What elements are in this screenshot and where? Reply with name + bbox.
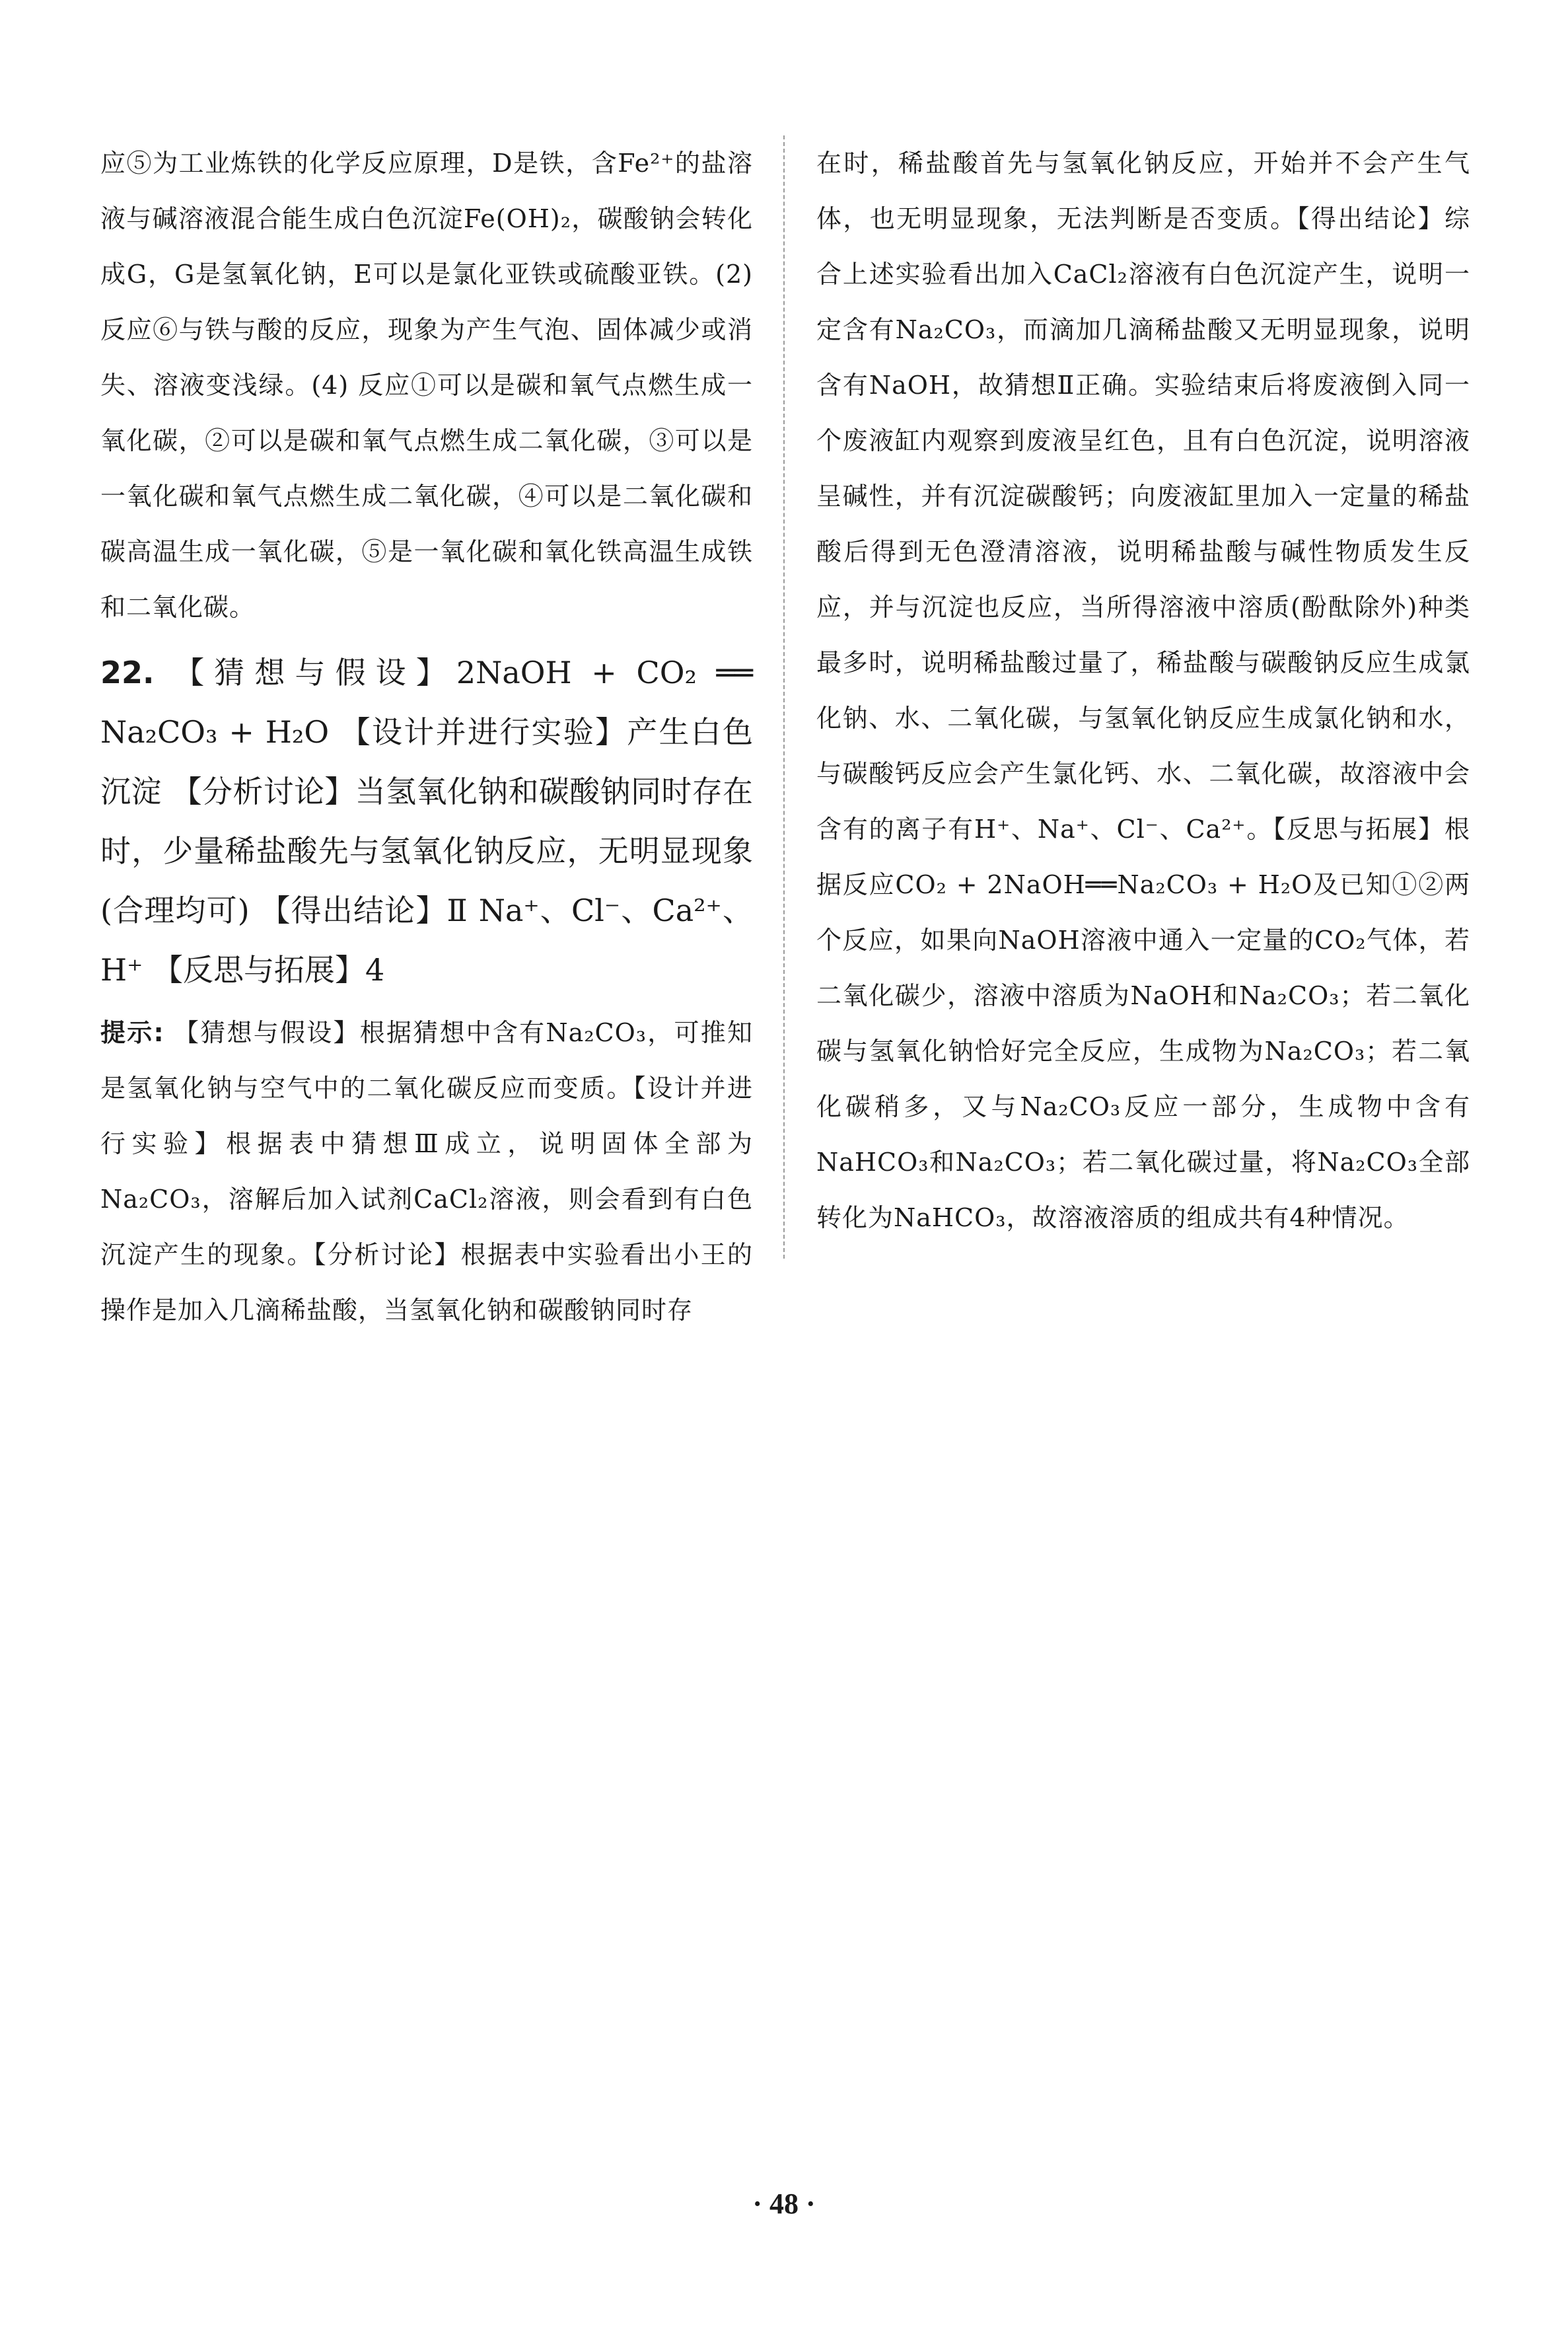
right-column (816, 135, 1470, 1245)
hint-paragraph (100, 1005, 753, 1338)
answer-22 (100, 643, 753, 1000)
answer-text: 【猜想与假设】2NaOH + CO₂ ══ Na₂CO₃ + H₂O 【设计并进行实验】产生白色沉淀 【分析讨论】当氢氧化钠和碳酸钠同时存在时，少量稀盐酸先与氢氧化钠反应，无明显现象(合理均可) 【得出结论】Ⅱ Na⁺、Cl⁻、Ca²⁺、H⁺ 【反思与拓展】4 (100, 655, 754, 988)
hint-label: 提示: (100, 1018, 164, 1047)
question-number: 22. (100, 655, 155, 690)
solution-paragraph-21: 应⑤为工业炼铁的化学反应原理，D是铁，含Fe²⁺的盐溶液与碱溶液混合能生成白色沉淀Fe(OH)₂，碳酸钠会转化成G，G是氢氧化钠，E可以是氯化亚铁或硫酸亚铁。(2) 反应⑥与铁与酸的反应，现象为产生气泡、固体减少或消失、溶液变浅绿。(4) 反应①可以是碳和氧气点燃生成一氧化碳，②可以是碳和氧气点燃生成二氧化碳，③可以是一氧化碳和氧气点燃生成二氧化碳，④可以是二氧化碳和碳高温生成一氧化碳，⑤是一氧化碳和氧化铁高温生成铁和二氧化碳。 (100, 149, 753, 622)
left-column (100, 135, 753, 1338)
column-divider (783, 135, 785, 1259)
page-number: · 48 · (752, 2188, 816, 2220)
hint-text: 【猜想与假设】根据猜想中含有Na₂CO₃，可推知是氢氧化钠与空气中的二氧化碳反应而变质。【设计并进行实验】根据表中猜想Ⅲ成立，说明固体全部为Na₂CO₃，溶解后加入试剂CaCl₂溶液，则会看到有白色沉淀产生的现象。【分析讨论】根据表中实验看出小王的操作是加入几滴稀盐酸，当氢氧化钠和碳酸钠同时存 (100, 1018, 753, 1325)
hint-continuation: 在时，稀盐酸首先与氢氧化钠反应，开始并不会产生气体，也无明显现象，无法判断是否变质。【得出结论】综合上述实验看出加入CaCl₂溶液有白色沉淀产生，说明一定含有Na₂CO₃，而滴加几滴稀盐酸又无明显现象，说明含有NaOH，故猜想Ⅱ正确。实验结束后将废液倒入同一个废液缸内观察到废液呈红色，且有白色沉淀，说明溶液呈碱性，并有沉淀碳酸钙；向废液缸里加入一定量的稀盐酸后得到无色澄清溶液，说明稀盐酸与碱性物质发生反应，并与沉淀也反应，当所得溶液中溶质(酚酞除外)种类最多时，说明稀盐酸过量了，稀盐酸与碳酸钠反应生成氯化钠、水、二氧化碳，与氢氧化钠反应生成氯化钠和水，与碳酸钙反应会产生氯化钙、水、二氧化碳，故溶液中会含有的离子有H⁺、Na⁺、Cl⁻、Ca²⁺。【反思与拓展】根据反应CO₂ + 2NaOH══Na₂CO₃ + H₂O及已知①②两个反应，如果向NaOH溶液中通入一定量的CO₂气体，若二氧化碳少，溶液中溶质为NaOH和Na₂CO₃；若二氧化碳与氢氧化钠恰好完全反应，生成物为Na₂CO₃；若二氧化碳稍多，又与Na₂CO₃反应一部分，生成物中含有NaHCO₃和Na₂CO₃；若二氧化碳过量，将Na₂CO₃全部转化为NaHCO₃，故溶液溶质的组成共有4种情况。 (816, 149, 1470, 1232)
